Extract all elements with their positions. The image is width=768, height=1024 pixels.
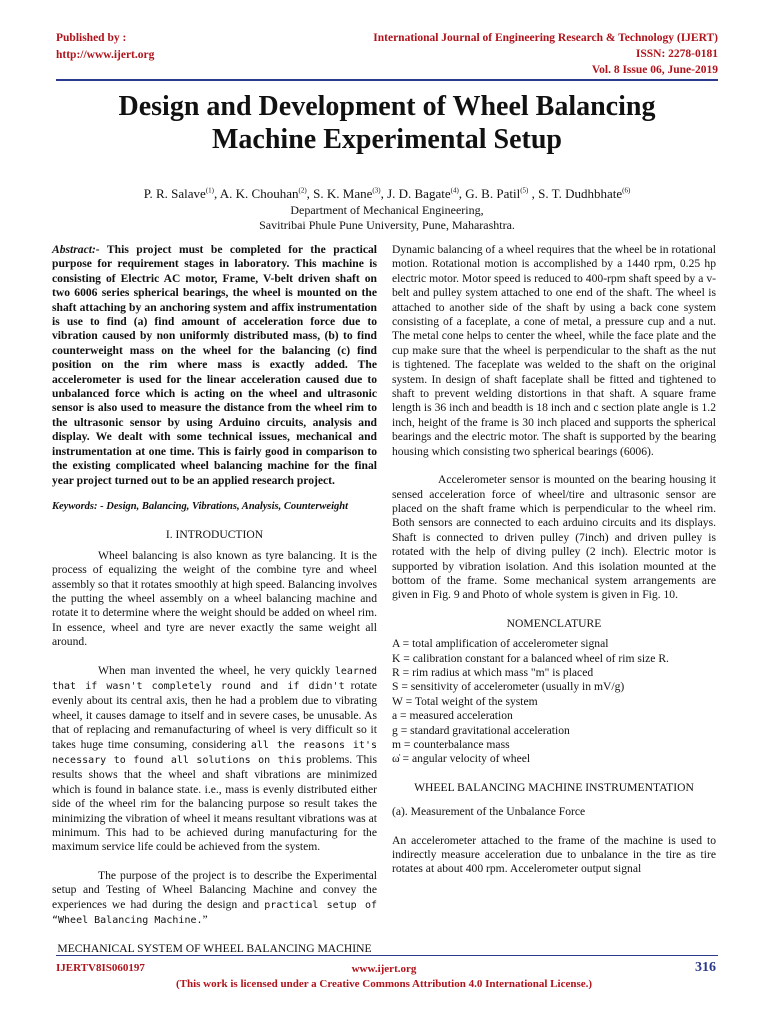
intro-p3-text-b: ” [202,913,208,927]
affiliation [56,203,718,233]
intro-p2-text-c: problems. This results shows that the wheel and shaft vibrations are minimized which is found in balance state. i.e., mass is evenly distributed either side of the wheel rim for the balancing purpose so result takes the minimizing the vibration of wheel it means resultant vibrations was at minimum. This had to be achieved during manufacturing for the maximum service life could be achieved from the system. [52,753,377,854]
published-by-label: Published by : [56,32,127,44]
section-heading-instrumentation: WHEEL BALANCING MACHINE INSTRUMENTATION [414,780,694,794]
intro-paragraph-2 [52,664,377,855]
nomenclature-item: m = counterbalance mass [392,738,510,751]
section-heading-mechanical-system: MECHANICAL SYSTEM OF WHEEL BALANCING MACHINE [57,942,372,956]
subsection-heading-unbalance-force: (a). Measurement of the Unbalance Force [392,805,586,819]
footer-center-block [0,962,768,992]
footer-divider [56,955,718,956]
intro-p2-text-a: When man invented the wheel, he very quickly [98,663,335,677]
section-heading-introduction: I. INTRODUCTION [165,528,264,542]
body-paragraph-dynamic-balancing: Dynamic balancing of a wheel requires that the wheel be in rotational motion. Rotational motion is accomplished by a 1440 rpm, 0.25 hp electric motor. Motor speed is reduced to 400-rpm shaft speed by a v-belt and pulley system attached to one end of the shaft. The wheel is attached to another side of the shaft by using a back cone system consisting of a faceplate, a cone of metal, a pressure cup and a nut. The metal cone helps to center the wheel, while the face plate and the cup make sure that the wheel is perpendicular to the shaft as the nut is tightened. The faceplate was welded to the shaft on the original system. In design of shaft faceplate shall be fitted and tightened to shaft to prevent welding distortions in that shaft. A square frame length is 36 inch and beadth is 18 inch and c section plate angle is 1.2 inch, height of the frame is 30 inch placed and supports the spherical bearings and the electric motor. The shaft is supported by the bearing housing which consisting two spherical bearings (6006). [392,243,716,458]
intro-p2-mono-1: learned that if wasn't completely round and if didn't [52,665,377,692]
author-name: S. K. Mane [313,186,373,201]
license-notice: (This work is licensed under a Creative Commons Attribution 4.0 International License.) [175,978,593,990]
author-list: P. R. Salave$^{(1)}$, A. K. Chouhan$^{(2)}$, S. K. Mane$^{(3)}$, J. D. Bagate$^{(4)}$, G. B. Patil$^{(5)}$ , S. T. Dudhbhate$^{(6)}$ [143,186,631,201]
journal-info-block [373,30,718,78]
nomenclature-item: R = rim radius at which mass "m" is placed [392,665,594,679]
keywords-text: Design, Balancing, Vibrations, Analysis, Counterweight [103,500,349,512]
journal-name: International Journal of Engineering Research & Technology (IJERT) [373,32,718,44]
nomenclature-item: g = standard gravitational acceleration [392,723,570,737]
paper-title [56,90,718,156]
abstract-label: Abstract:- [52,243,100,256]
author-name: J. D. Bagate [387,186,451,201]
issn-label: ISSN: 2278-0181 [635,48,718,60]
author-index: (6) [622,186,631,195]
right-column [392,243,716,877]
nomenclature-item: W = Total weight of the system [392,694,538,708]
author-name: A. K. Chouhan [219,186,299,201]
keywords [52,500,377,514]
affiliation-university: Savitribai Phule Pune University, Pune, Maharashtra. [259,218,515,232]
volume-label: Vol. 8 Issue 06, June-2019 [591,64,718,76]
affiliation-department: Department of Mechanical Engineering, [290,203,484,217]
body-paragraph-measurement: An accelerometer attached to the frame of the machine is used to indirectly measure acceleration due to unbalance in the tire as tire rotates at about 400 rpm. Accelerometer output signal [392,833,716,876]
author-name: P. R. Salave [143,186,206,201]
intro-p2-text-b: rotate evenly about its central axis, then he had a problem due to vibrating wheel, it causes damage to itself and in severe cases, be unusable. As that of replacing and remanufacturing of wheel is very difficult so it takes huge time consuming, considering [52,678,377,751]
title-line-1: Design and Development of Wheel Balancing [118,91,656,122]
page-number: 316 [695,960,716,975]
intro-paragraph-1: Wheel balancing is also known as tyre balancing. It is the process of equalizing the weight of the combine tyre and wheel assembly so that it rotates smoothly at high speed. Balancing involves the putting the wheel assembly on a wheel balancing machine and rotate it to determine where the weight should be added on wheel rim. In essence, wheel and tyre are never exactly the same weight all around. [52,548,377,649]
intro-p2-mono-2: all the reasons it's necessary to found all solutions on this [52,739,377,766]
abstract [52,243,377,488]
section-heading-nomenclature: NOMENCLATURE [506,616,602,630]
author-index: (2) [298,186,307,195]
nomenclature-item: S = sensitivity of accelerometer (usually in mV/g) [392,680,625,694]
nomenclature-item: ω̇ = angular velocity of wheel [392,752,531,766]
nomenclature-item: a = measured acceleration [392,709,513,723]
intro-p3-mono: practical setup of “Wheel Balancing Machine. [52,899,377,927]
abstract-text: This project must be completed for the practical purpose for requirement stages in laboratory. This machine is consisting of Electric AC motor, Frame, V-belt driven shaft on two 6006 series spherical bearings, the wheel is mounted on the shaft attaching by an anchoring system and affix instrumentation is use to find (a) find amount of acceleration force due to vibration caused by non uniformly distributed mass, (b) to find counterweight mass on the wheel for the balancing (c) find position on the rim where mass is exactly added. The accelerometer is used for the linear acceleration caused due to unbalanced force which is acting on the wheel and ultrasonic sensor is also used to measure the distance from the wheel rim to the ultrasonic sensor by using Arduino circuits, analysis and display. We dealt with some technical issues, mechanical and instrumentation at one time. This is fairly good in comparison to the existing complicated wheel balancing machine for the final year project turned out to be an applied research project. [52,243,377,487]
author-name: G. B. Patil [465,186,521,201]
footer-site-link[interactable]: www.ijert.org [351,963,417,975]
nomenclature-list [392,637,716,767]
paper-id: IJERTV8IS060197 [56,962,145,974]
intro-p3-text-a: The purpose of the project is to describe the Experimental setup and Testing of Wheel Balancing Machine and convey the experiences we had during the design and [52,868,377,911]
author-index: (5) [520,186,529,195]
author-index: (4) [450,186,459,195]
nomenclature-item: A = total amplification of accelerometer signal [392,637,609,651]
author-name: S. T. Dudhbhate [538,186,623,201]
intro-paragraph-3 [52,869,377,929]
keywords-label: Keywords: - [52,500,104,512]
author-index: (3) [372,186,381,195]
publisher-block [56,30,154,64]
body-paragraph-accelerometer: Accelerometer sensor is mounted on the bearing housing it sensed acceleration force of wheel/tire and ultrasonic sensor are placed on the shaft frame which is perpendicular to the wheel rim. Both sensors are connected to each arduino circuits and its displays. Shaft is connected to driven pulley (7inch) and driven pulley is rotated with the help of diving pulley (2 inch). Electric motor is supported by vibration isolation. And this isolation mounted at the bottom of the frame. Some mechanical system arrangements are given in Fig. 9 and Photo of whole system is given in Fig. 10. [392,473,716,602]
title-line-2: Machine Experimental Setup [212,124,562,155]
nomenclature-item: K = calibration constant for a balanced wheel of rim size R. [392,651,669,665]
header-divider [56,79,718,81]
left-column [52,243,377,963]
journal-url-link[interactable]: http://www.ijert.org [56,49,155,61]
author-index: (1) [205,186,214,195]
